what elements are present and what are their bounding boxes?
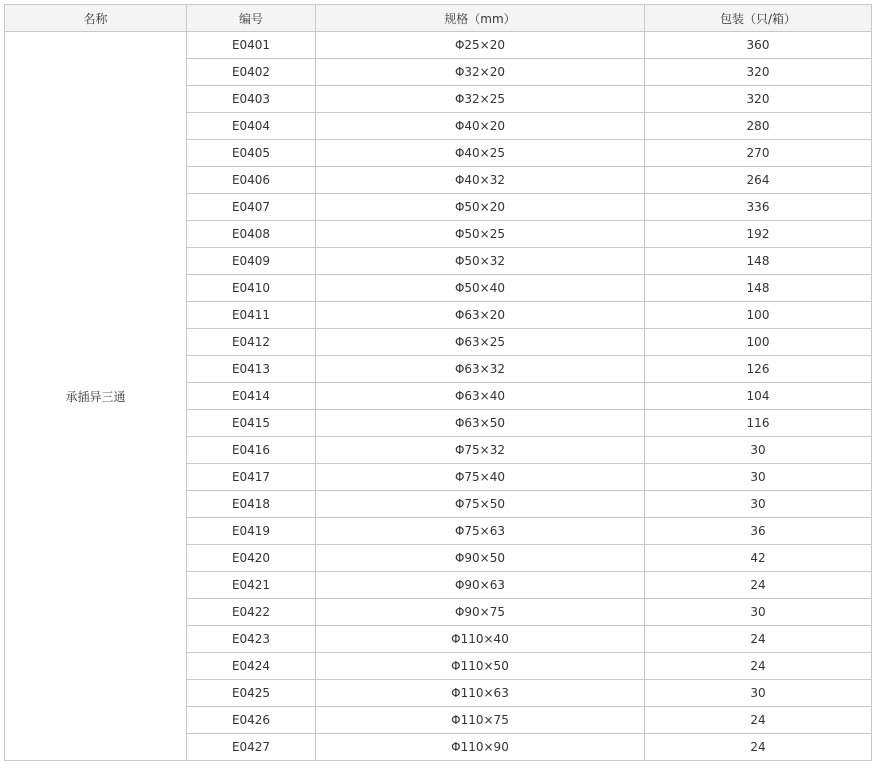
cell-spec: Φ110×90	[316, 734, 645, 761]
cell-code: E0418	[187, 491, 316, 518]
cell-spec: Φ63×20	[316, 302, 645, 329]
cell-packaging: 30	[645, 680, 872, 707]
cell-packaging: 24	[645, 734, 872, 761]
cell-packaging: 192	[645, 221, 872, 248]
cell-spec: Φ90×75	[316, 599, 645, 626]
cell-code: E0420	[187, 545, 316, 572]
cell-spec: Φ75×32	[316, 437, 645, 464]
header-name: 名称	[5, 5, 187, 32]
cell-packaging: 36	[645, 518, 872, 545]
cell-packaging: 100	[645, 302, 872, 329]
cell-packaging: 24	[645, 653, 872, 680]
cell-packaging: 280	[645, 113, 872, 140]
cell-code: E0417	[187, 464, 316, 491]
cell-code: E0421	[187, 572, 316, 599]
cell-packaging: 148	[645, 248, 872, 275]
cell-code: E0411	[187, 302, 316, 329]
cell-code: E0401	[187, 32, 316, 59]
cell-spec: Φ50×25	[316, 221, 645, 248]
cell-spec: Φ63×32	[316, 356, 645, 383]
cell-packaging: 24	[645, 626, 872, 653]
cell-spec: Φ110×40	[316, 626, 645, 653]
table-row	[5, 32, 872, 59]
cell-code: E0406	[187, 167, 316, 194]
cell-spec: Φ40×32	[316, 167, 645, 194]
cell-spec: Φ90×63	[316, 572, 645, 599]
cell-spec: Φ110×75	[316, 707, 645, 734]
cell-spec: Φ50×32	[316, 248, 645, 275]
header-code: 编号	[187, 5, 316, 32]
cell-code: E0415	[187, 410, 316, 437]
cell-code: E0425	[187, 680, 316, 707]
cell-spec: Φ50×20	[316, 194, 645, 221]
cell-packaging: 30	[645, 599, 872, 626]
cell-spec: Φ63×25	[316, 329, 645, 356]
table-header	[5, 5, 872, 32]
cell-code: E0427	[187, 734, 316, 761]
cell-spec: Φ63×50	[316, 410, 645, 437]
cell-spec: Φ110×50	[316, 653, 645, 680]
cell-code: E0409	[187, 248, 316, 275]
cell-code: E0419	[187, 518, 316, 545]
cell-code: E0414	[187, 383, 316, 410]
cell-packaging: 148	[645, 275, 872, 302]
cell-spec: Φ75×63	[316, 518, 645, 545]
cell-packaging: 42	[645, 545, 872, 572]
cell-code: E0412	[187, 329, 316, 356]
cell-code: E0424	[187, 653, 316, 680]
cell-packaging: 320	[645, 59, 872, 86]
cell-code: E0416	[187, 437, 316, 464]
cell-packaging: 100	[645, 329, 872, 356]
product-spec-table	[4, 4, 872, 761]
cell-packaging: 24	[645, 707, 872, 734]
cell-spec: Φ25×20	[316, 32, 645, 59]
cell-code: E0407	[187, 194, 316, 221]
cell-spec: Φ110×63	[316, 680, 645, 707]
cell-packaging: 264	[645, 167, 872, 194]
header-row	[5, 5, 872, 32]
cell-packaging: 336	[645, 194, 872, 221]
cell-packaging: 126	[645, 356, 872, 383]
cell-packaging: 116	[645, 410, 872, 437]
product-name-cell: 承插异三通	[5, 32, 187, 761]
header-spec: 规格（mm）	[316, 5, 645, 32]
cell-packaging: 320	[645, 86, 872, 113]
cell-packaging: 104	[645, 383, 872, 410]
cell-code: E0403	[187, 86, 316, 113]
cell-packaging: 360	[645, 32, 872, 59]
cell-code: E0422	[187, 599, 316, 626]
cell-code: E0408	[187, 221, 316, 248]
header-packaging: 包装（只/箱）	[645, 5, 872, 32]
cell-packaging: 24	[645, 572, 872, 599]
cell-spec: Φ40×20	[316, 113, 645, 140]
cell-spec: Φ32×25	[316, 86, 645, 113]
table-body	[5, 32, 872, 761]
cell-code: E0413	[187, 356, 316, 383]
cell-spec: Φ50×40	[316, 275, 645, 302]
cell-packaging: 30	[645, 464, 872, 491]
cell-spec: Φ75×50	[316, 491, 645, 518]
cell-spec: Φ40×25	[316, 140, 645, 167]
cell-code: E0426	[187, 707, 316, 734]
cell-code: E0410	[187, 275, 316, 302]
cell-spec: Φ75×40	[316, 464, 645, 491]
cell-packaging: 30	[645, 437, 872, 464]
cell-code: E0404	[187, 113, 316, 140]
cell-packaging: 30	[645, 491, 872, 518]
cell-packaging: 270	[645, 140, 872, 167]
cell-code: E0402	[187, 59, 316, 86]
cell-spec: Φ63×40	[316, 383, 645, 410]
cell-spec: Φ32×20	[316, 59, 645, 86]
cell-code: E0405	[187, 140, 316, 167]
cell-code: E0423	[187, 626, 316, 653]
cell-spec: Φ90×50	[316, 545, 645, 572]
